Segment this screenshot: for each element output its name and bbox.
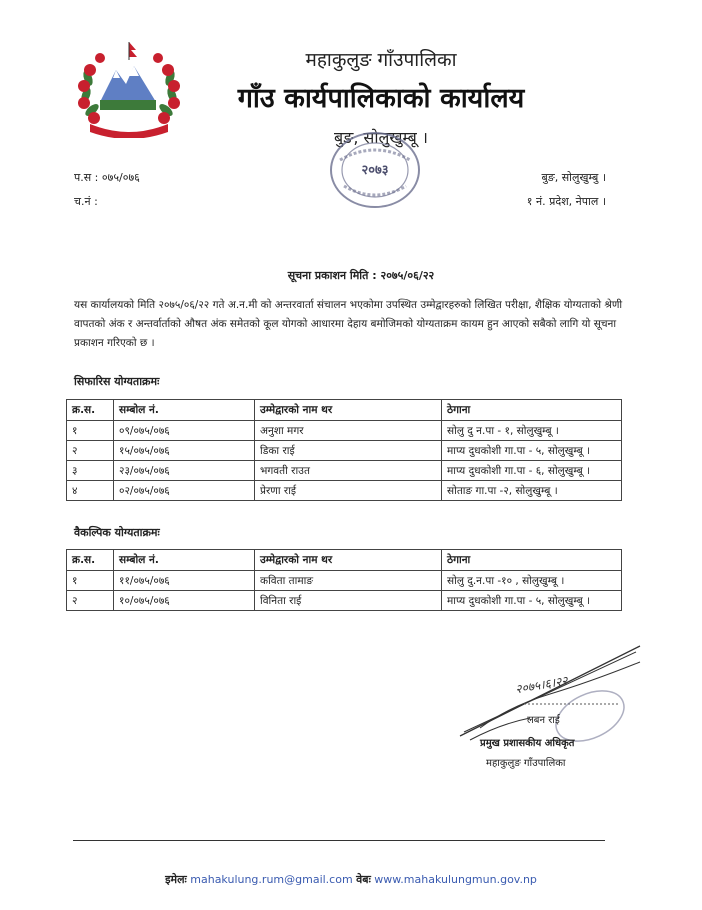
address-cell: माप्य दुधकोशी गा.पा - ५, सोलुखुम्बू । <box>442 591 622 611</box>
candidate-name-cell: कविता तामाङ <box>255 571 442 591</box>
email-label: इमेलः <box>165 873 187 886</box>
roll-number-cell: ०९/०७५/०७६ <box>114 421 255 441</box>
web-label: वेबः <box>356 873 371 886</box>
office-title: गाँउ कार्यपालिकाको कार्यालय <box>237 83 525 114</box>
table-header-row <box>67 550 622 571</box>
roll-number-cell: १५/०७५/०७६ <box>114 441 255 461</box>
address-cell: सोताङ गा.पा -२, सोलुखुम्बू । <box>442 481 622 501</box>
roll-number-cell: २३/०७५/०७६ <box>114 461 255 481</box>
serial-cell: २ <box>67 441 114 461</box>
column-header: सम्बोल नं. <box>114 550 255 571</box>
table-header-row <box>67 400 622 421</box>
address-cell: सोलु दु.न.पा -१० , सोलुखुम्बू । <box>442 571 622 591</box>
reference-number: प.स : ०७५/०७६ <box>74 171 140 184</box>
municipality-name: महाकुलुङ गाँउपालिका <box>305 49 457 71</box>
alternate-section-title: वैकल्पिक योग्यताक्रमः <box>74 526 160 539</box>
roll-number-cell: ११/०७५/०७६ <box>114 571 255 591</box>
dispatch-number: च.नं : <box>74 195 98 208</box>
officer-organization: महाकुलुङ गाँउपालिका <box>486 758 566 769</box>
office-location: बुङ, सोलुखुम्बू । <box>334 128 428 147</box>
signature-date: २०७५।६।२२ <box>514 673 569 697</box>
stamp-year: २०७३ <box>361 163 389 178</box>
roll-number-cell: १०/०७५/०७६ <box>114 591 255 611</box>
notice-title: सूचना प्रकाशन मिति : २०७५/०६/२२ <box>287 269 435 282</box>
officer-name: लबन राई <box>527 715 560 726</box>
serial-cell: २ <box>67 591 114 611</box>
table-row <box>67 481 622 501</box>
alternate-table <box>66 549 622 611</box>
address-cell: सोलु दु न.पा - १, सोलुखुम्बू । <box>442 421 622 441</box>
office-stamp-icon <box>326 128 424 212</box>
candidate-name-cell: डिका राई <box>255 441 442 461</box>
recommended-section-title: सिफारिस योग्यताक्रमः <box>74 375 160 388</box>
address-cell: माप्य दुधकोशी गा.पा - ५, सोलुखुम्बू । <box>442 441 622 461</box>
officer-title: प्रमुख प्रशासकीय अधिकृत <box>480 738 575 749</box>
column-header: सम्बोल नं. <box>114 400 255 421</box>
column-header: उम्मेद्वारको नाम थर <box>255 550 442 571</box>
footer-contact <box>0 872 702 887</box>
table-row <box>67 591 622 611</box>
email-link[interactable]: mahakulung.rum@gmail.com <box>190 873 353 886</box>
footer-divider <box>73 840 605 841</box>
candidate-name-cell: प्रेरणा राई <box>255 481 442 501</box>
table-row <box>67 461 622 481</box>
address-cell: माप्य दुधकोशी गा.पा - ६, सोलुखुम्बू । <box>442 461 622 481</box>
table-row <box>67 421 622 441</box>
serial-cell: ३ <box>67 461 114 481</box>
candidate-name-cell: अनुशा मगर <box>255 421 442 441</box>
candidate-name-cell: भगवती राउत <box>255 461 442 481</box>
recommended-table <box>66 399 622 501</box>
table-row <box>67 571 622 591</box>
serial-cell: १ <box>67 571 114 591</box>
column-header: उम्मेद्वारको नाम थर <box>255 400 442 421</box>
serial-cell: ४ <box>67 481 114 501</box>
office-place: बुङ, सोलुखुम्बु । <box>541 171 606 184</box>
notice-body: यस कार्यालयको मिति २०७५/०६/२२ गते अ.न.मी को अन्तरवार्ता संचालन भएकोमा उपस्थित उम्मेद्वारहरुको लिखित परीक्षा, शैक्षिक योग्यताको श्रेणी वापतको अंक र अन्तर्वार्ताको औषत अंक समेतको कूल योगको आधारमा देहाय बमोजिमको योग्यताक्रम कायम हुन आएको सबैको लागि यो सूचना प्रकाशन गरिएको छ । <box>74 299 623 349</box>
table-row <box>67 441 622 461</box>
office-province: १ नं. प्रदेश, नेपाल । <box>526 195 606 208</box>
column-header: क्र.स. <box>67 400 114 421</box>
column-header: क्र.स. <box>67 550 114 571</box>
website-link[interactable]: www.mahakulungmun.gov.np <box>374 873 537 886</box>
serial-cell: १ <box>67 421 114 441</box>
candidate-name-cell: विनिता राई <box>255 591 442 611</box>
column-header: ठेगाना <box>442 550 622 571</box>
column-header: ठेगाना <box>442 400 622 421</box>
roll-number-cell: ०२/०७५/०७६ <box>114 481 255 501</box>
